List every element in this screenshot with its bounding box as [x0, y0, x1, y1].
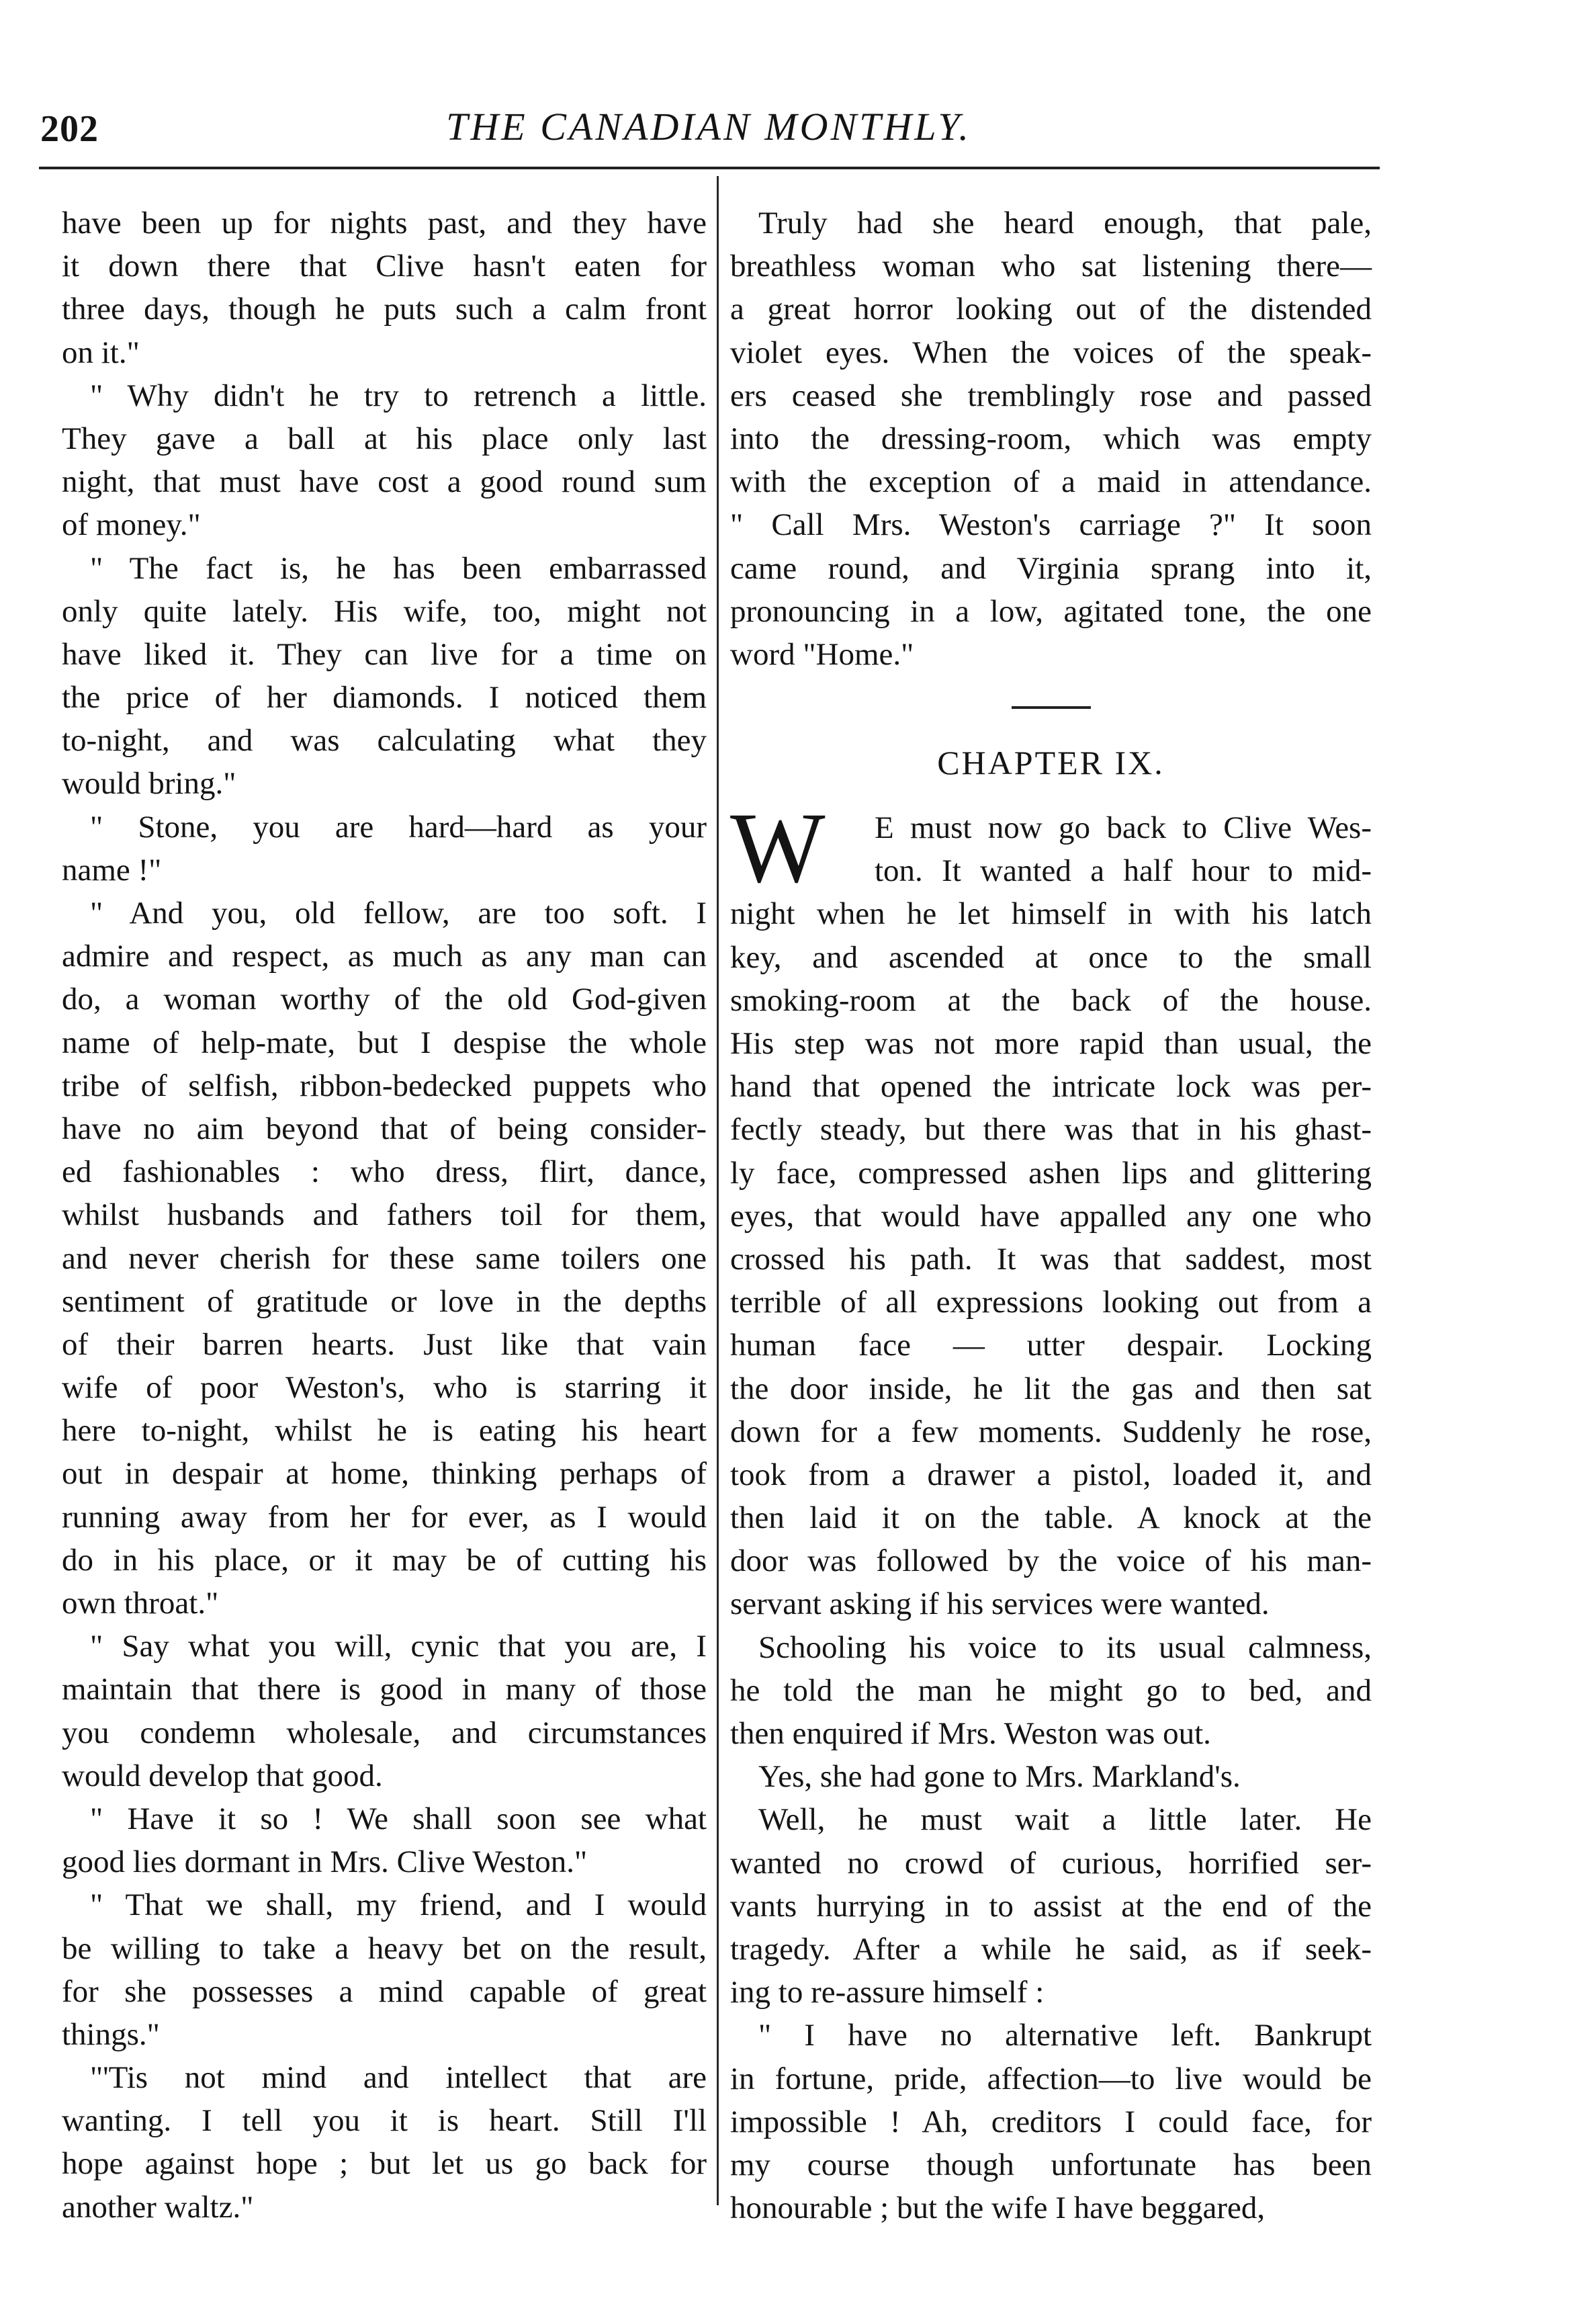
text-line: They gave a ball at his place only last	[62, 421, 707, 456]
text-line: Schooling his voice to its usual calmness,	[758, 1629, 1372, 1665]
text-line: fectly steady, but there was that in his ghast-	[730, 1112, 1372, 1148]
text-line: ing to re-assure himself :	[730, 1975, 1045, 2010]
text-line: " The fact is, he has been embarrassed	[90, 550, 707, 586]
text-line: do, a woman worthy of the old God-given	[62, 982, 707, 1017]
text-line: have been up for nights past, and they have	[62, 206, 707, 241]
text-line: ly face, compressed ashen lips and glittering	[730, 1155, 1372, 1191]
text-line: admire and respect, as much as any man can	[62, 939, 707, 974]
text-line: good lies dormant in Mrs. Clive Weston."	[62, 1844, 588, 1880]
section-rule	[1012, 706, 1091, 709]
text-line: word "Home."	[730, 636, 914, 672]
text-line: with the exception of a maid in attendance.	[730, 464, 1372, 500]
text-line: night when he let himself in with his latch	[730, 896, 1372, 932]
column-divider	[717, 176, 719, 2205]
text-line: into the dressing-room, which was empty	[730, 421, 1372, 456]
text-line: human face — utter despair. Locking	[730, 1328, 1372, 1363]
drop-cap: W	[730, 792, 826, 904]
text-line: ed fashionables : who dress, flirt, dance,	[62, 1154, 707, 1190]
text-line: do in his place, or it may be of cutting his	[62, 1542, 707, 1578]
text-line: would develop that good.	[62, 1758, 383, 1793]
text-line: whilst husbands and fathers toil for them,	[62, 1197, 707, 1233]
text-line: breathless woman who sat listening there—	[730, 249, 1372, 284]
text-line: and never cherish for these same toilers one	[62, 1240, 707, 1276]
text-line: to-night, and was calculating what they	[62, 723, 707, 759]
text-line: came round, and Virginia sprang into it,	[730, 550, 1372, 586]
text-line: the price of her diamonds. I noticed them	[62, 680, 707, 716]
text-line: " Say what you will, cynic that you are, I	[90, 1629, 707, 1664]
text-line: Well, he must wait a little later. He	[758, 1802, 1372, 1838]
text-line: it down there that Clive hasn't eaten for	[62, 249, 707, 284]
text-line: then laid it on the table. A knock at the	[730, 1500, 1372, 1536]
text-line: then enquired if Mrs. Weston was out.	[730, 1716, 1211, 1751]
text-line: eyes, that would have appalled any one who	[730, 1198, 1372, 1234]
text-line: would bring."	[62, 766, 236, 802]
text-line: crossed his path. It was that saddest, most	[730, 1241, 1372, 1277]
text-line: down for a few moments. Suddenly he rose,	[730, 1414, 1372, 1449]
chapter-heading: CHAPTER IX.	[937, 744, 1165, 782]
text-line: sentiment of gratitude or love in the depths	[62, 1283, 707, 1319]
text-line: " That we shall, my friend, and I would	[90, 1887, 707, 1923]
right-column	[730, 202, 1372, 2229]
text-line: night, that must have cost a good round sum	[62, 464, 707, 500]
header-rule	[39, 167, 1380, 169]
text-line: ton. It wanted a half hour to mid-	[875, 853, 1372, 889]
text-line: of money."	[62, 507, 201, 543]
text-line: wife of poor Weston's, who is starring it	[62, 1370, 707, 1406]
text-line: another waltz."	[62, 2189, 254, 2225]
text-line: he told the man he might go to bed, and	[730, 1672, 1372, 1708]
text-line: " Why didn't he try to retrench a little.	[90, 378, 707, 413]
text-line: " I have no alternative left. Bankrupt	[758, 2018, 1372, 2053]
text-line: wanted no crowd of curious, horrified ser-	[730, 1845, 1372, 1881]
text-line: a great horror looking out of the distended	[730, 292, 1372, 327]
text-line: wanting. I tell you it is heart. Still I'll	[62, 2103, 707, 2139]
text-line: name !"	[62, 852, 162, 888]
text-line: running away from her for ever, as I would	[62, 1499, 707, 1535]
text-line: vants hurrying in to assist at the end of the	[730, 1888, 1372, 1924]
text-line: tribe of selfish, ribbon-bedecked puppets who	[62, 1068, 707, 1103]
text-line: took from a drawer a pistol, loaded it, and	[730, 1457, 1372, 1492]
text-line: have liked it. They can live for a time on	[62, 636, 707, 672]
text-line: have no aim beyond that of being consider-	[62, 1111, 707, 1146]
text-line: you condemn wholesale, and circumstances	[62, 1715, 707, 1750]
text-line: three days, though he puts such a calm front	[62, 292, 707, 327]
left-column	[62, 202, 707, 2229]
right-column-top-text	[730, 202, 1372, 676]
text-line: hand that opened the intricate lock was per-	[730, 1069, 1372, 1105]
text-line: my course though unfortunate has been	[730, 2147, 1372, 2182]
text-line: E must now go back to Clive Wes-	[875, 810, 1372, 846]
text-line: in fortune, pride, affection—to live would be	[730, 2061, 1372, 2096]
chapter-text	[730, 806, 1372, 2229]
page-header	[40, 104, 1377, 165]
text-line: pronouncing in a low, agitated tone, the one	[730, 593, 1372, 629]
text-line: of their barren hearts. Just like that vain	[62, 1326, 707, 1362]
text-line: things."	[62, 2016, 160, 2052]
text-line: honourable ; but the wife I have beggared,	[730, 2190, 1266, 2226]
text-line: " And you, old fellow, are too soft. I	[90, 896, 707, 931]
text-line: only quite lately. His wife, too, might not	[62, 593, 707, 629]
text-line: Yes, she had gone to Mrs. Markland's.	[758, 1759, 1241, 1795]
text-line: tragedy. After a while he said, as if seek-	[730, 1931, 1372, 1967]
text-line: own throat."	[62, 1586, 219, 1621]
text-line: out in despair at home, thinking perhaps of	[62, 1456, 707, 1492]
running-title: THE CANADIAN MONTHLY.	[446, 105, 971, 148]
text-line: be willing to take a heavy bet on the result,	[62, 1930, 707, 1966]
text-line: servant asking if his services were wanted.	[730, 1586, 1270, 1622]
text-line: for she possesses a mind capable of great	[62, 1973, 707, 2009]
text-line: name of help-mate, but I despise the whole	[62, 1025, 707, 1060]
text-line: smoking-room at the back of the house.	[730, 982, 1372, 1018]
text-line: the door inside, he lit the gas and then sat	[730, 1371, 1372, 1406]
text-line: key, and ascended at once to the small	[730, 939, 1372, 975]
text-line: " Call Mrs. Weston's carriage ?" It soon	[730, 507, 1372, 543]
text-line: hope against hope ; but let us go back for	[62, 2146, 707, 2182]
chapter-body	[730, 792, 1372, 2229]
text-line: violet eyes. When the voices of the speak-	[730, 335, 1372, 370]
text-line: " Stone, you are hard—hard as your	[90, 809, 707, 845]
text-line: maintain that there is good in many of those	[62, 1672, 707, 1707]
text-line: here to-night, whilst he is eating his heart	[62, 1413, 707, 1449]
text-line: door was followed by the voice of his man-	[730, 1543, 1372, 1579]
page-number: 202	[40, 108, 99, 150]
text-line: "'Tis not mind and intellect that are	[90, 2060, 707, 2096]
text-line: " Have it so ! We shall soon see what	[90, 1801, 707, 1836]
text-line: ers ceased she tremblingly rose and passed	[730, 378, 1372, 413]
text-line: terrible of all expressions looking out from a	[730, 1285, 1372, 1320]
text-line: on it."	[62, 335, 140, 370]
text-line: Truly had she heard enough, that pale,	[758, 206, 1372, 241]
text-line: His step was not more rapid than usual, the	[730, 1026, 1372, 1061]
text-line: impossible ! Ah, creditors I could face, for	[730, 2104, 1372, 2139]
